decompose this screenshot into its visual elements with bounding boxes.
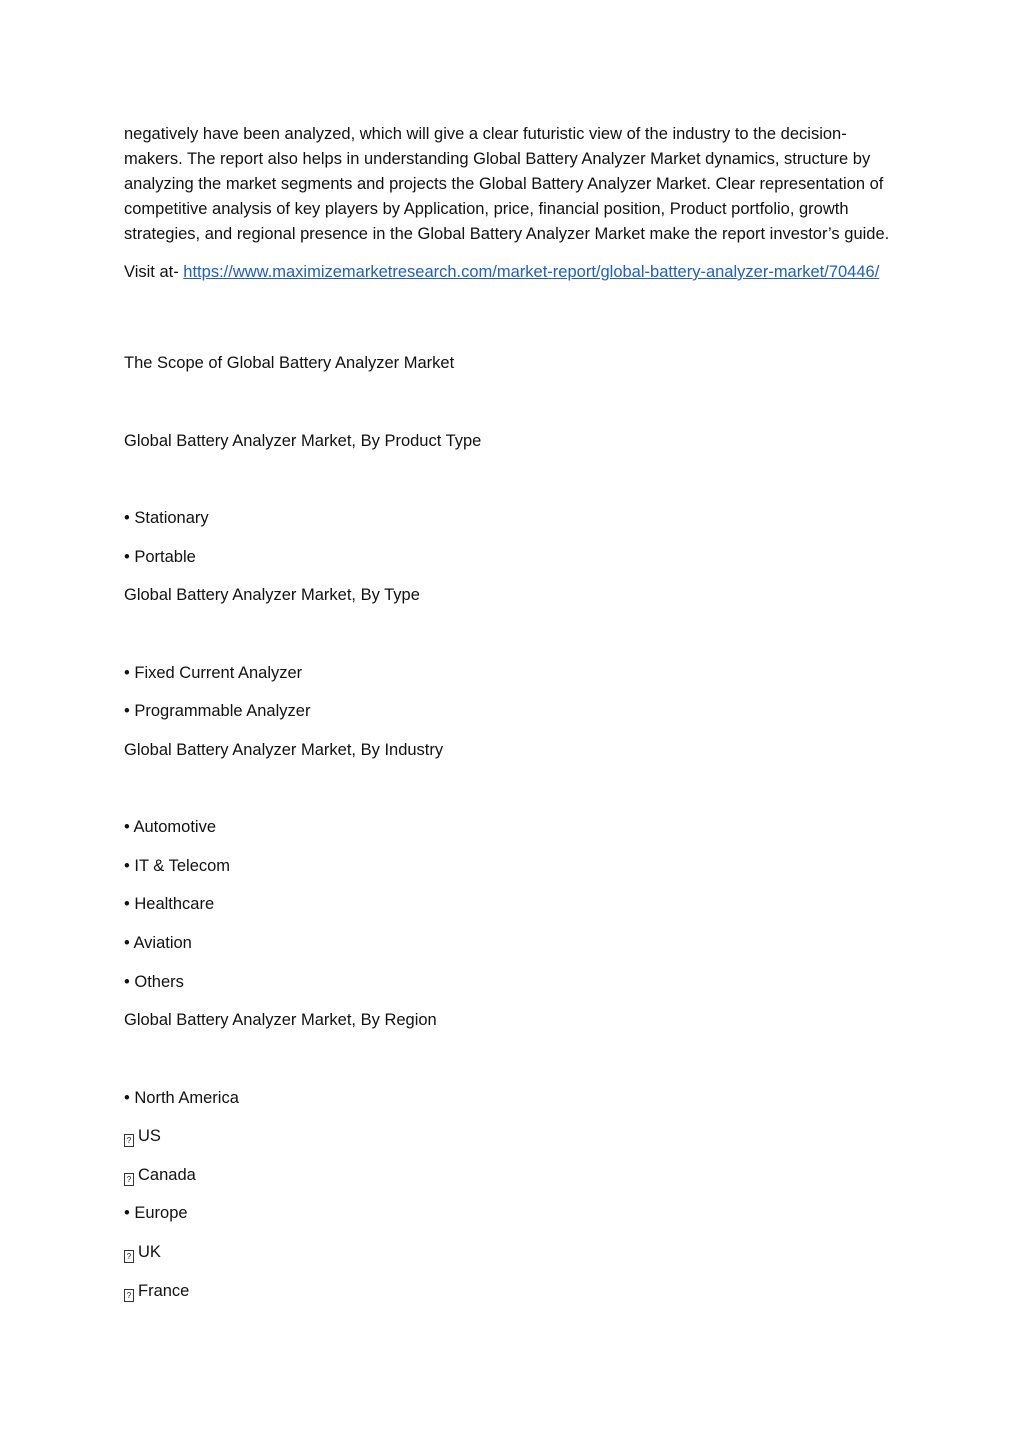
document-page [124, 122, 904, 1300]
list-item-label: Canada [138, 1166, 196, 1184]
missing-glyph-icon: ? [124, 1250, 134, 1263]
missing-glyph-icon: ? [124, 1134, 134, 1147]
list-item: • Fixed Current Analyzer [124, 664, 303, 682]
section-heading-region: Global Battery Analyzer Market, By Region [124, 1011, 437, 1029]
list-item: • Automotive [124, 818, 216, 836]
list-item-label: US [138, 1127, 161, 1145]
list-item [124, 1279, 189, 1304]
list-item: • Aviation [124, 934, 192, 952]
list-item [124, 1240, 161, 1265]
section-heading-industry: Global Battery Analyzer Market, By Industry [124, 741, 444, 759]
list-item: • Programmable Analyzer [124, 702, 311, 720]
list-item: • Portable [124, 548, 196, 566]
list-item: • Others [124, 973, 184, 991]
section-heading-product-type: Global Battery Analyzer Market, By Product Type [124, 432, 482, 450]
section-heading-type: Global Battery Analyzer Market, By Type [124, 586, 420, 604]
list-item: • Europe [124, 1204, 188, 1222]
scope-title: The Scope of Global Battery Analyzer Market [124, 354, 455, 372]
list-item: • Healthcare [124, 895, 215, 913]
list-item: • Stationary [124, 509, 209, 527]
list-item: • North America [124, 1089, 239, 1107]
list-item-label: UK [138, 1243, 161, 1261]
intro-paragraph: negatively have been analyzed, which will give a clear futuristic view of the industry to the decision-makers. The report also helps in understanding Global Battery Analyzer Market dynamics, structure by analyzing the market segments and projects the Global Battery Analyzer Market. Clear representation of competitive analysis of key players by Application, price, financial position, Product portfolio, growth strategies, and regional presence in the Global Battery Analyzer Market make the report investor’s guide. [124, 125, 890, 243]
missing-glyph-icon: ? [124, 1289, 134, 1302]
list-item: • IT & Telecom [124, 857, 231, 875]
visit-prefix: Visit at- [124, 263, 184, 281]
report-link[interactable]: https://www.maximizemarketresearch.com/market-report/global-battery-analyzer-market/70446/ [183, 263, 880, 281]
list-item [124, 1124, 161, 1149]
list-item [124, 1163, 196, 1188]
missing-glyph-icon: ? [124, 1173, 134, 1186]
list-item-label: France [138, 1282, 190, 1300]
visit-paragraph [124, 260, 904, 285]
